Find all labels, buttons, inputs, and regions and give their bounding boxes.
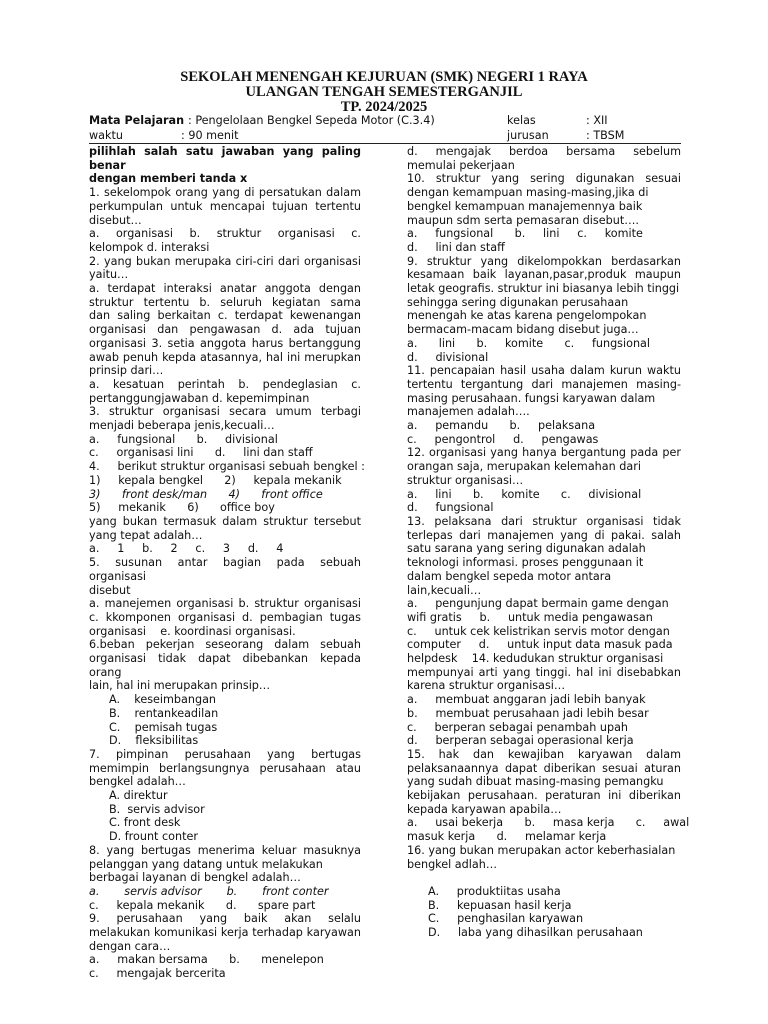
class-label: kelas [507,114,536,127]
question-line: bengkel adalah… [89,775,186,789]
option-line: c. untuk cek kelistrikan servis motor dengan [407,624,670,638]
option-line: 3) front desk/man 4) front office [89,487,323,501]
option-line: a. usai bekerja b. masa kerja c. awal [407,816,690,830]
option-line: masuk kerja d. melamar kerja [407,830,607,844]
question-line: 8. yang bertugas menerima keluar masuknya [89,843,361,857]
question-line: 9. struktur yang dikelompokkan berdasarkan [407,254,681,268]
question-line: 10. struktur yang sering digunakan sesuai [407,172,681,186]
option-line: a. makan bersama b. menelepon [89,953,324,967]
question-line: yang tepat adalah… [89,528,203,542]
option-line: c. berperan sebagai penambah upah [407,720,629,734]
option-line: A. produktiitas usaha [428,884,561,898]
option-line: wifi gratis b. untuk media pengawasan [407,610,653,624]
option-line: D. fleksibilitas [109,734,199,748]
option-line: a. servis advisor b. front conter [89,884,329,898]
question-line: 2. yang bukan merupaka ciri-ciri dari organisasi [89,254,361,268]
question-line: menjadi beberapa jenis,kecuali… [89,419,275,433]
option-line: c. organisasi lini d. lini dan staff [89,446,313,460]
exam-title: ULANGAN TENGAH SEMESTERGANJIL [245,84,523,100]
question-line: bengkel adlah… [407,857,498,871]
question-line: terlepas dari manajemen yang di pakai. salah [407,528,681,542]
question-line: perkumpulan untuk mencapai tujuan tertentu [89,199,361,213]
option-line: d. berperan sebagai operasional kerja [407,734,634,748]
time-label: waktu [89,128,123,142]
option-line: a. lini b. komite c. fungsional [407,336,651,350]
option-line: d. mengajak berdoa bersama sebelum [407,145,681,158]
major-value: : TBSM [586,128,625,142]
question-line: disebut… [89,213,142,227]
class-value: : XII [586,114,608,127]
major-label: jurusan [507,128,549,142]
option-line: organisasi dan pengawasan d. ada tujuan [89,323,361,337]
question-line: orangan saja, merupakan kelemahan dari [407,460,641,474]
question-line: 9. perusahaan yang baik akan selalu [89,912,361,926]
option-line: 1) kepala bengkel 2) kepala mekanik [89,473,342,487]
option-line: d. divisional [407,350,489,364]
question-line: 3. struktur organisasi secara umum terbagi [89,405,361,419]
question-line: mempunyai arti yang tinggi. hal ini disebabkan [407,665,681,679]
option-line: a. fungsional b. lini c. komite [407,227,643,241]
option-line: B. servis advisor [109,802,205,816]
question-line: 5. susunan antar bagian pada sebuah organisasi [89,556,361,583]
question-line: menengah ke atas karena pengelompokan [407,309,647,323]
question-line: kesamaan baik layanan,pasar,produk maupun [407,268,681,282]
option-line: a. lini b. komite c. divisional [407,487,642,501]
option-line: a. membuat anggaran jadi lebih banyak [407,693,646,707]
question-line: lain,kecuali… [407,583,482,597]
instruction-line: dengan memberi tanda x [89,172,248,186]
instruction-line: pilihlah salah satu jawaban yang paling benar [89,145,361,172]
option-line: a. organisasi b. struktur organisasi c. [89,227,361,241]
exam-info [89,114,681,143]
exam-header [0,70,768,115]
subject-value: : Pengelolaan Bengkel Sepeda Motor (C.3.4) [188,114,435,127]
question-line: 11. pencapaian hasil usaha dalam kurun waktu [407,364,681,378]
school-name: SEKOLAH MENENGAH KEJURUAN (SMK) NEGERI 1 RAYA [180,69,588,85]
question-line: yang sudah dibuat masing-masing pemangku [407,775,664,789]
right-column [407,145,690,940]
question-line: tertentu tergantung dari manajemen masing- [407,377,681,391]
left-column [89,145,365,981]
question-line: struktur organisasi… [407,473,524,487]
question-line: satu sarana yang sering digunakan adalah [407,542,646,556]
question-line: memimpin berlangsungnya perusahaan atau [89,761,361,775]
option-line: c. kepala mekanik d. spare part [89,898,316,912]
option-line: D. frount conter [109,830,198,844]
option-line: C. penghasilan karyawan [428,912,584,926]
option-line: organisasi e. koordinasi organisasi. [89,624,296,638]
option-line: a. pengunjung dapat bermain game dengan [407,597,669,611]
question-line: sehingga sering digunakan perusahaan [407,295,629,309]
option-line: pertanggungjawaban d. kepemimpinan [89,391,310,405]
subject-label: Mata Pelajaran [89,114,185,127]
option-line: c. mengajak bercerita [89,967,226,981]
question-line: helpdesk 14. kedudukan struktur organisasi [407,652,664,666]
question-line: manajemen adalah…. [407,405,530,419]
option-line: 5) mekanik 6) office boy [89,501,275,515]
option-line: C. front desk [109,816,181,830]
question-line: teknologi informasi. proses penggunaan it [407,556,644,570]
question-line: 4. berikut struktur organisasi sebuah bengkel : [89,460,365,474]
option-line: d. lini dan staff [407,240,505,254]
school-year: TP. 2024/2025 [340,99,428,115]
question-line: dengan kemampuan masing-masing,jika di [407,186,649,200]
question-line: dengan cara… [89,939,171,953]
question-line: maupun sdm serta pemasaran disebut…. [407,213,639,227]
option-line: memulai pekerjaan [407,158,515,172]
question-line: bengkel kemampuan manajemennya baik [407,199,643,213]
option-line: kelompok d. interaksi [89,240,210,254]
question-line: pelaksanaannya dapat diberikan sesuai aturan [407,761,681,775]
time-value: : 90 menit [181,128,239,142]
option-line: a. terdapat interaksi anatar anggota dengan [89,282,361,296]
option-line: a. fungsional b. divisional [89,432,278,446]
question-line: organisasi tidak dapat dibebankan kepada orang [89,652,361,679]
question-line: kepada karyawan apabila… [407,802,562,816]
question-line: awab penuh kepda atasannya, hal ini merupkan [89,350,361,364]
option-line: a. kesatuan perintah b. pendeglasian c. [89,377,361,391]
option-line: B. rentankeadilan [109,706,219,720]
question-line: lain, hal ini merupakan prinsip… [89,679,271,693]
option-line: computer d. untuk input data masuk pada [407,638,673,652]
question-line: karena struktur organisasi… [407,679,566,693]
question-line: 12. organisasi yang hanya bergantung pada per [407,446,681,460]
option-line: a. manejemen organisasi b. struktur organisasi [89,597,361,611]
question-line: berbagai layanan di bengkel adalah… [89,871,301,885]
option-line: b. membuat perusahaan jadi lebih besar [407,706,649,720]
question-line: 7. pimpinan perusahaan yang bertugas [89,747,361,761]
question-line: 16. yang bukan merupakan actor keberhasialan [407,843,676,857]
question-line: 13. pelaksana dari struktur organisasi tidak [407,514,681,528]
option-line: c. kkomponen organisasi d. pembagian tugas [89,610,361,624]
question-line: 15. hak dan kewajiban karyawan dalam [407,747,681,761]
question-line: melakukan komunikasi kerja terhadap karyawan [89,926,361,940]
question-line: dalam bengkel sepeda motor antara [407,569,612,583]
question-line: yaitu… [89,268,129,282]
option-line: d. fungsional [407,501,494,515]
option-line: dan saling berkaitan c. terdapat kewenangan [89,309,361,323]
question-line: kebijakan perusahaan. peraturan ini diberikan [407,789,681,803]
question-line: pelanggan yang datang untuk melakukan [89,857,323,871]
question-line: yang bukan termasuk dalam struktur tersebut [89,514,361,528]
question-line: 6.beban pekerjan seseorang dalam sebuah [89,638,361,652]
question-line: masing perusahaan. fungsi karyawan dalam [407,391,656,405]
option-line: A. keseimbangan [109,693,217,707]
option-line: struktur tertentu b. seluruh kegiatan sama [89,295,361,309]
option-line: c. pengontrol d. pengawas [407,432,599,446]
question-line: bermacam-macam bidang disebut juga… [407,323,639,337]
header-divider [89,143,681,144]
option-line: D. laba yang dihasilkan perusahaan [428,926,643,940]
option-line: C. pemisah tugas [109,720,218,734]
option-line: a. pemandu b. pelaksana [407,419,596,433]
question-line: 1. sekelompok orang yang di persatukan dalam [89,186,361,200]
option-line: A. direktur [109,789,168,803]
question-line: disebut [89,583,131,597]
option-line: B. kepuasan hasil kerja [428,898,572,912]
question-line: letak geografis. struktur ini biasanya lebih tinggi [407,282,680,296]
question-line: organisasi 3. setia anggota harus bertanggung [89,336,361,350]
option-line: a. 1 b. 2 c. 3 d. 4 [89,542,284,556]
question-line: prinsip dari… [89,364,164,378]
